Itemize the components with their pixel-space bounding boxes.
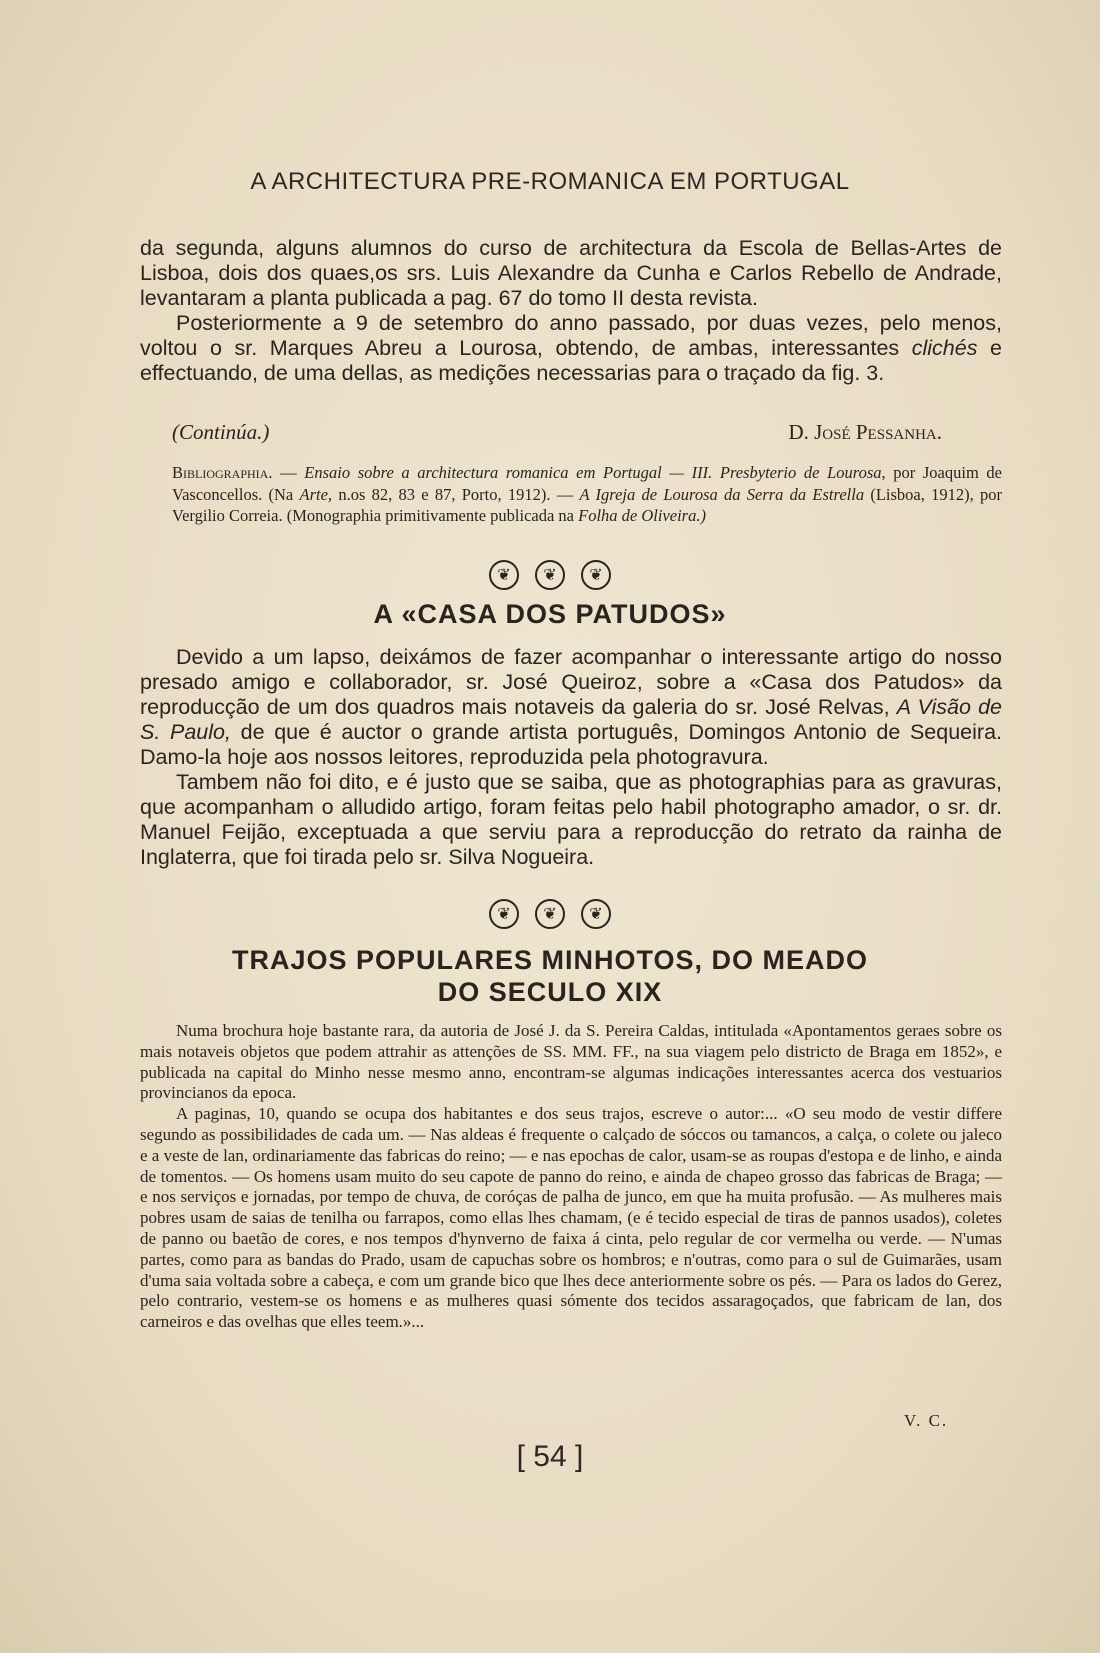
ornament-icon: ❦: [535, 899, 565, 929]
article-signature: V. C.: [904, 1411, 949, 1430]
paragraph: da segunda, alguns alumnos do curso de architectura da Escola de Bellas-Artes de Lisboa, dois dos quaes,os srs. Luis Alexandre da Cunha e Carlos Rebello de Andrade, levantaram a planta publicada a pag. 67 do tomo II desta revista.: [140, 236, 1002, 310]
article-continuation: [140, 236, 1002, 386]
ornament-icon: ❦: [489, 560, 519, 590]
ornament-divider: [0, 560, 1100, 590]
page-number: [ 54 ]: [516, 1440, 584, 1473]
paragraph: Numa brochura hoje bastante rara, da autoria de José J. da S. Pereira Caldas, intitulada «Apontamentos geraes sobre os mais notaveis objetos que podem attrahir as attenções de SS. MM. FF., na sua viagem pelo districto de Braga em 1852», e publicada na capital do Minho nesse mesmo anno, encontram-se algumas indicações interessantes acerca dos vestuarios provincianos da epoca.: [140, 1021, 1002, 1103]
paragraph: Devido a um lapso, deixámos de fazer acompanhar o interessante artigo do nosso presado amigo e collaborador, sr. José Queiroz, sobre a «Casa dos Patudos» da reproducção de um dos quadros mais notaveis da galeria do sr. José Relvas, A Visão de S. Paulo, de que é auctor o grande artista português, Domingos Antonio de Sequeira. Damo-la hoje aos nossos leitores, reproduzida pela photogravura.: [140, 645, 1003, 769]
bibliography-label: Bibliographia.: [172, 463, 273, 482]
section-title: [0, 944, 1100, 1008]
ornament-icon: ❦: [535, 560, 565, 590]
paragraph: Posteriormente a 9 de setembro do anno passado, por duas vezes, pelo menos, voltou o sr. Marques Abreu a Lourosa, obtendo, de ambas, interessantes clichés e effectuando, de uma dellas, as medições necessarias para o traçado da fig. 3.: [140, 311, 1002, 385]
ornament-divider: [0, 899, 1100, 929]
section-title-line: DO SECULO XIX: [437, 977, 663, 1007]
running-head: A ARCHITECTURA PRE-ROMANICA EM PORTUGAL: [250, 168, 850, 195]
paragraph: A paginas, 10, quando se ocupa dos habitantes e dos seus trajos, escreve o autor:... «O seu modo de vestir differe segundo as possibilidades de cada um. — Nas aldeas é frequente o calçado de sóccos ou tamancos, a calça, o colete ou jaleco e a veste de lan, ordinariamente das fabricas do reino; — e nas epochas de calor, usam-se as roupas d'estopa e de linho, e ainda de tomentos. — Os homens usam muito do seu capote de panno do reino, e ainda de chapeo grosso das fabricas de Braga; — e nos serviços e jornadas, por tempo de chuva, de coróças de palha de junco, em que ha muita profusão. — As mulheres mais pobres usam de saias de tenilha ou farrapos, como ellas lhes chamam, (e é tecido especial de tiras de pannos usados), coletes de panno ou baetão de cores, e nos tempos d'hynverno de faixa á cinta, pelo regular de cor vermelha ou verde. — N'umas partes, como para as bandas do Prado, usam de capuchas sobre os hombros; e n'outras, como para o sul de Guimarães, usam d'uma saia voltada sobre a cabeça, e com um grande bico que lhes dece anteriormente sobre os pés. — Para os lados do Gerez, pelo contrario, vestem-se os homens e as mulheres quasi sómente dos tecidos assaragoçados, que fabricam de lan, dos carneiros e das ovelhas que elles teem.»...: [140, 1104, 1002, 1332]
ornament-icon: ❦: [581, 560, 611, 590]
section-title-line: TRAJOS POPULARES MINHOTOS, DO MEADO: [231, 945, 869, 975]
bibliography: Bibliographia. — Ensaio sobre a architectura romanica em Portugal — III. Presbyterio de Lourosa, por Joaquim de Vasconcellos. (Na Arte, n.os 82, 83 e 87, Porto, 1912). — A Igreja de Lourosa da Serra da Estrella (Lisboa, 1912), por Vergilio Correia. (Monographia primitivamente publicada na Folha de Oliveira.): [172, 463, 1003, 525]
ornament-icon: ❦: [489, 899, 519, 929]
section-title: A «CASA DOS PATUDOS»: [373, 599, 727, 629]
signature-row: [172, 420, 942, 445]
paragraph: Tambem não foi dito, e é justo que se saiba, que as photographias para as gravuras, que acompanham o alludido artigo, foram feitas pelo habil photographo amador, o sr. dr. Manuel Feijão, exceptuada a que serviu para a reproducção do retrato da rainha de Inglaterra, que foi tirada pelo sr. Silva Nogueira.: [140, 770, 1002, 869]
ornament-icon: ❦: [581, 899, 611, 929]
author-signature: D. José Pessanha.: [788, 420, 942, 444]
continua-note: (Continúa.): [172, 420, 270, 444]
article-trajos: [140, 1021, 1002, 1333]
article-casa-dos-patudos: [140, 645, 1002, 870]
